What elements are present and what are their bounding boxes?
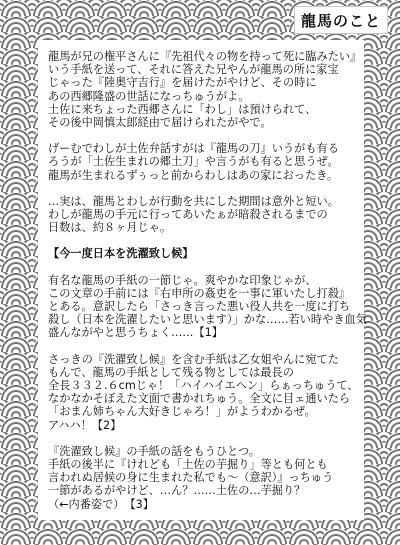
text-line: 龍馬が生まれるずぅっと前からわしはあの家におったき。 (48, 168, 339, 182)
text-line: げーむでわしが土佐弁話すがは『龍馬の刀』いうがも有る (48, 142, 339, 156)
text-line: わしが龍馬の手元に行ってあいたぁが暗殺されるまでの (48, 208, 328, 222)
text-line: 「おまん姉ちゃん大好きじゃろ！」がようわかるぜ。 (48, 405, 316, 419)
paragraph (48, 142, 358, 182)
text-line: 言われぬ居候の身に生まれた私でも～（意訳）』っちゅう (48, 471, 334, 485)
paragraph (48, 445, 358, 511)
text-line: 全長３３２.６cmじゃ！「ハイハイエヘン」らぁっちゅうて、 (48, 379, 359, 393)
text-line: あの西郷隆盛の世話になっちゅうがよ。 (48, 89, 250, 103)
text-panel (38, 40, 367, 520)
text-line: （←内番姿で） 【3】 (48, 497, 154, 511)
title-box (294, 6, 388, 34)
text-line: この文章の手前には『右申所の姦吏を一事に軍いたし打殺』 (48, 286, 351, 300)
text-line: さっきの『洗濯致し候』を含む手紙は乙女姐やんに宛てた (48, 352, 339, 366)
text-line: ろうが「土佐生まれの郷土刀」や言うがも有ると思うぜ。 (48, 155, 339, 169)
text-line: じゃった『陸奥守吉行』を届けたがやけど、その時に (48, 76, 317, 90)
text-line: 殺し（日本を洗濯したいと思います）」かな……若い時やき血気 (48, 313, 367, 327)
text-line: なかなかそぼえた文面で書かれちゅう。全文に目ェ通いたら (48, 392, 351, 406)
paragraph (48, 50, 362, 130)
text-line: とある。意訳したら「さっき言った悪い役人共を一度に打ち (48, 300, 351, 314)
text-line: 土佐に来ちょった西郷さんに「わし」は預けられて、 (48, 102, 317, 116)
text-line: 龍馬が兄の権平さんに『先祖代々の物を持って死に臨みたい』 (48, 50, 362, 63)
text-line: いう手紙を送って、それに答えた兄やんが龍馬の所に家宝 (48, 63, 339, 77)
paragraph (48, 273, 367, 340)
text-line: …実は、龍馬とわしが行動を共にした期間は意外と短い。 (48, 194, 339, 208)
page-title: 龍馬のこと (300, 11, 381, 30)
paragraph (48, 195, 358, 235)
paragraph (48, 353, 358, 432)
section-heading: 【今一度日本を洗濯致し候】 (48, 247, 194, 261)
text-line: 『洗濯致し候』の手紙の話をもうひとつ。 (48, 444, 260, 458)
text-line: 盛んながやと思うちょく……【1】 (48, 326, 223, 340)
text-line: 有名な龍馬の手紙の一節じゃ。爽やかな印象じゃが、 (48, 273, 317, 287)
text-line: 日数は、約８ヶ月じゃ。 (48, 221, 172, 235)
text-line: アハハ！【2】 (48, 418, 122, 432)
text-line: その後中岡慎太郎経由で届けられたがやで。 (48, 116, 272, 130)
text-line: 手紙の後半に『けれども「土佐の芋掘り」等とも何とも (48, 458, 328, 472)
text-line: もんで、龍馬の手紙として残る物としては最長の (48, 365, 294, 379)
text-line: 一節があるがやけど、…ん？……土佐の…芋掘り？ (48, 484, 306, 498)
